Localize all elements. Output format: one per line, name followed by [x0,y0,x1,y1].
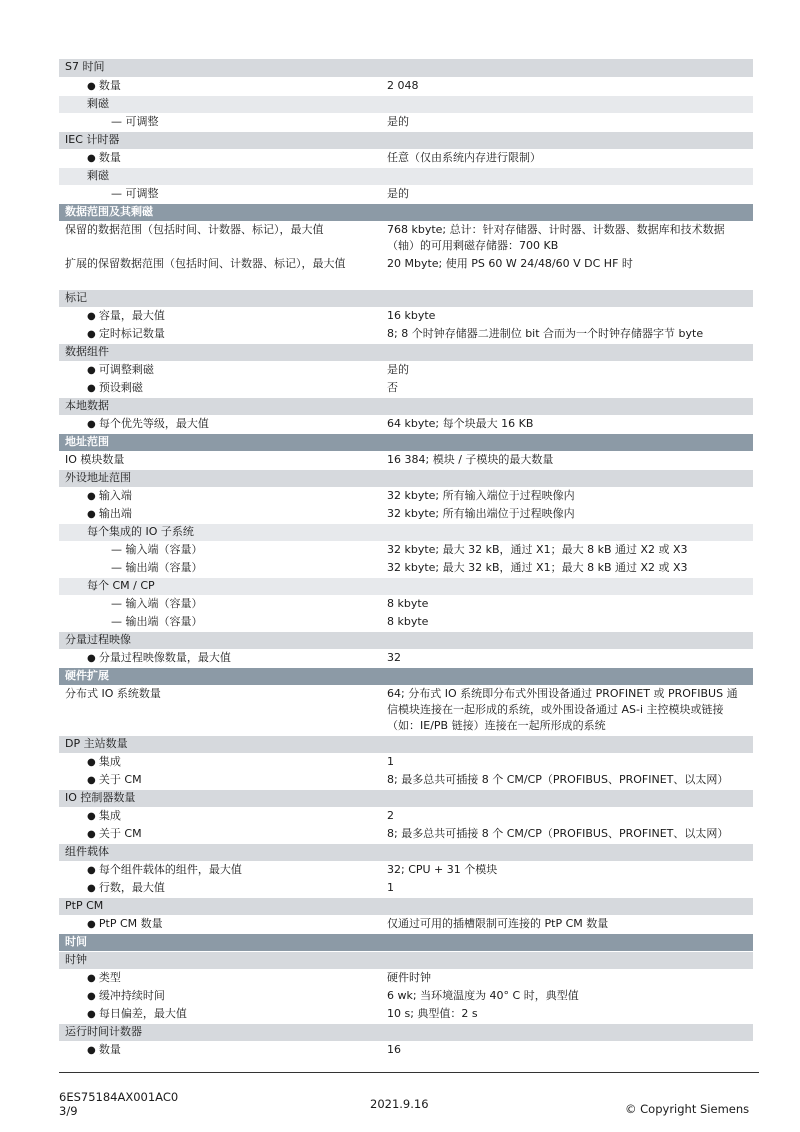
spec-row [59,807,753,825]
spec-row [59,541,753,559]
order-number: 6ES75184AX001AC0 [59,1090,179,1104]
spec-value: 16 [387,1042,401,1056]
spec-label: 每个集成的 IO 子系统 [87,524,194,538]
spec-row [59,685,753,735]
spec-row [59,1005,753,1023]
spec-value: 6 wk; 当环境温度为 40° C 时，典型值 [387,988,579,1002]
spec-value: 2 048 [387,78,419,92]
spec-label: 剩磁 [87,168,109,182]
group-row [59,95,753,113]
spec-row [59,1041,753,1059]
group-row [59,577,753,595]
spec-value: 是的 [387,114,409,128]
spec-label: 组件载体 [65,844,109,858]
spec-value: 是的 [387,186,409,200]
group-row [59,631,753,649]
spec-label: 保留的数据范围（包括时间、计数器、标记），最大值 [65,222,324,236]
spec-label: ● 容量，最大值 [87,309,165,322]
spec-row [59,77,753,95]
spec-value: 32 kbyte; 所有输入端位于过程映像内 [387,488,575,502]
spec-label: 硬件扩展 [65,668,109,682]
spec-label: — 输出端（容量） [111,560,203,574]
group-row [59,167,753,185]
spec-value: 20 Mbyte; 使用 PS 60 W 24/48/60 V DC HF 时 [387,256,633,270]
spec-label: 扩展的保留数据范围（包括时间、计数器、标记），最大值 [65,256,346,270]
spec-value: 32 kbyte; 最大 32 kB，通过 X1；最大 8 kB 通过 X2 或 X3 [387,560,688,574]
spec-label: 数据范围及其剩磁 [65,204,153,218]
spec-value: 10 s; 典型值：2 s [387,1006,478,1020]
spec-label: ● 集成 [87,809,121,822]
spec-value: 硬件时钟 [387,970,431,984]
spec-row [59,487,753,505]
spec-value: 8; 最多总共可插接 8 个 CM/CP（PROFIBUS、PROFINET、以太网） [387,826,729,840]
spec-row [59,969,753,987]
spec-value: 2 [387,808,394,822]
category-row [59,933,753,951]
footer-left [59,1090,178,1118]
spec-row [59,753,753,771]
spec-label: 外设地址范围 [65,470,131,484]
spec-label: — 可调整 [111,114,159,128]
spec-value: 任意（仅由系统内存进行限制） [387,150,541,164]
spec-label: — 输出端（容量） [111,614,203,628]
spec-value: 32 kbyte; 所有输出端位于过程映像内 [387,506,575,520]
category-row [59,203,753,221]
spec-row [59,559,753,577]
spec-label: 数据组件 [65,344,109,358]
spec-value: 768 kbyte; 总计：针对存储器、计时器、计数器、数据库和技术数据（轴）的可用剩磁存储器：700 KB [387,222,725,252]
spec-label: ● 预设剩磁 [87,381,143,394]
spec-row [59,825,753,843]
spec-label: ● 类型 [87,971,121,984]
spec-value: 1 [387,880,394,894]
spec-row [59,415,753,433]
spec-row [59,307,753,325]
spec-label: DP 主站数量 [65,736,128,750]
spec-row [59,649,753,667]
spec-row [59,451,753,469]
group-row [59,59,753,77]
footer-copyright: © Copyright Siemens [625,1102,750,1116]
spec-value: 是的 [387,362,409,376]
spec-label: ● 输出端 [87,507,132,520]
spec-label: — 输入端（容量） [111,542,203,556]
spec-value: 8 kbyte [387,596,429,610]
spec-label: IO 模块数量 [65,452,125,466]
group-row [59,131,753,149]
footer-divider [59,1072,759,1073]
spec-label: ● 定时标记数量 [87,327,165,340]
spec-row [59,879,753,897]
spec-value: 64 kbyte; 每个块最大 16 KB [387,416,534,430]
spec-label: ● 每个组件载体的组件，最大值 [87,863,242,876]
spec-value: 8; 最多总共可插接 8 个 CM/CP（PROFIBUS、PROFINET、以太网） [387,772,729,786]
spec-row [59,325,753,343]
spec-label: ● PtP CM 数量 [87,917,163,930]
spec-label: ● 集成 [87,755,121,768]
spec-label: 时钟 [65,952,87,966]
spec-label: 时间 [65,934,87,948]
group-row [59,789,753,807]
group-row [59,735,753,753]
spec-label: ● 可调整剩磁 [87,363,154,376]
spec-value: 8 kbyte [387,614,429,628]
group-row [59,843,753,861]
group-row [59,1023,753,1041]
spec-row [59,505,753,523]
spec-row [59,221,753,255]
spec-row [59,613,753,631]
spec-label: 运行时间计数器 [65,1024,142,1038]
group-row [59,343,753,361]
spec-row [59,255,753,289]
spec-label: IO 控制器数量 [65,790,136,804]
spec-label: ● 关于 CM [87,827,142,840]
spec-row [59,379,753,397]
spec-label: ● 每日偏差，最大值 [87,1007,187,1020]
spec-row [59,915,753,933]
spec-label: 分布式 IO 系统数量 [65,686,161,700]
spec-label: ● 数量 [87,1043,121,1056]
spec-value: 否 [387,380,398,394]
spec-value: 仅通过可用的插槽限制可连接的 PtP CM 数量 [387,916,609,930]
spec-row [59,185,753,203]
spec-label: 标记 [65,290,87,304]
spec-label: 每个 CM / CP [87,578,155,592]
spec-row [59,149,753,167]
group-row [59,523,753,541]
spec-label: — 可调整 [111,186,159,200]
spec-label: ● 输入端 [87,489,132,502]
spec-label: ● 数量 [87,151,121,164]
spec-value: 1 [387,754,394,768]
spec-row [59,861,753,879]
spec-row [59,771,753,789]
group-row [59,951,753,969]
page-number: 3/9 [59,1104,78,1118]
spec-value: 32 kbyte; 最大 32 kB，通过 X1；最大 8 kB 通过 X2 或 X3 [387,542,688,556]
footer-date: 2021.9.16 [370,1097,429,1111]
spec-value: 16 384; 模块 / 子模块的最大数量 [387,452,554,466]
category-row [59,433,753,451]
spec-label: 分量过程映像 [65,632,131,646]
spec-label: ● 行数，最大值 [87,881,165,894]
spec-label: ● 分量过程映像数量，最大值 [87,651,231,664]
spec-label: 剩磁 [87,96,109,110]
spec-label: ● 关于 CM [87,773,142,786]
group-row [59,289,753,307]
spec-label: 地址范围 [65,434,109,448]
spec-row [59,987,753,1005]
spec-value: 32 [387,650,401,664]
spec-table [59,59,753,1060]
spec-row [59,113,753,131]
spec-table-body [59,59,753,1059]
spec-label: PtP CM [65,898,104,912]
spec-label: ● 缓冲持续时间 [87,989,165,1002]
category-row [59,667,753,685]
spec-row [59,361,753,379]
group-row [59,397,753,415]
spec-value: 16 kbyte [387,308,436,322]
spec-label: ● 每个优先等级，最大值 [87,417,209,430]
spec-value: 32; CPU + 31 个模块 [387,862,498,876]
spec-value: 64; 分布式 IO 系统即分布式外围设备通过 PROFINET 或 PROFIBUS 通信模块连接在一起形成的系统，或外围设备通过 AS-i 主控模块或链接（如：IE/PB 链接）连接在一起所形成的系统 [387,686,738,732]
group-row [59,897,753,915]
spec-label: — 输入端（容量） [111,596,203,610]
spec-label: 本地数据 [65,398,109,412]
spec-value: 8; 8 个时钟存储器二进制位 bit 合而为一个时钟存储器字节 byte [387,326,704,340]
spec-label: ● 数量 [87,79,121,92]
spec-label: S7 时间 [65,60,105,73]
spec-row [59,595,753,613]
group-row [59,469,753,487]
spec-label: IEC 计时器 [65,132,120,146]
